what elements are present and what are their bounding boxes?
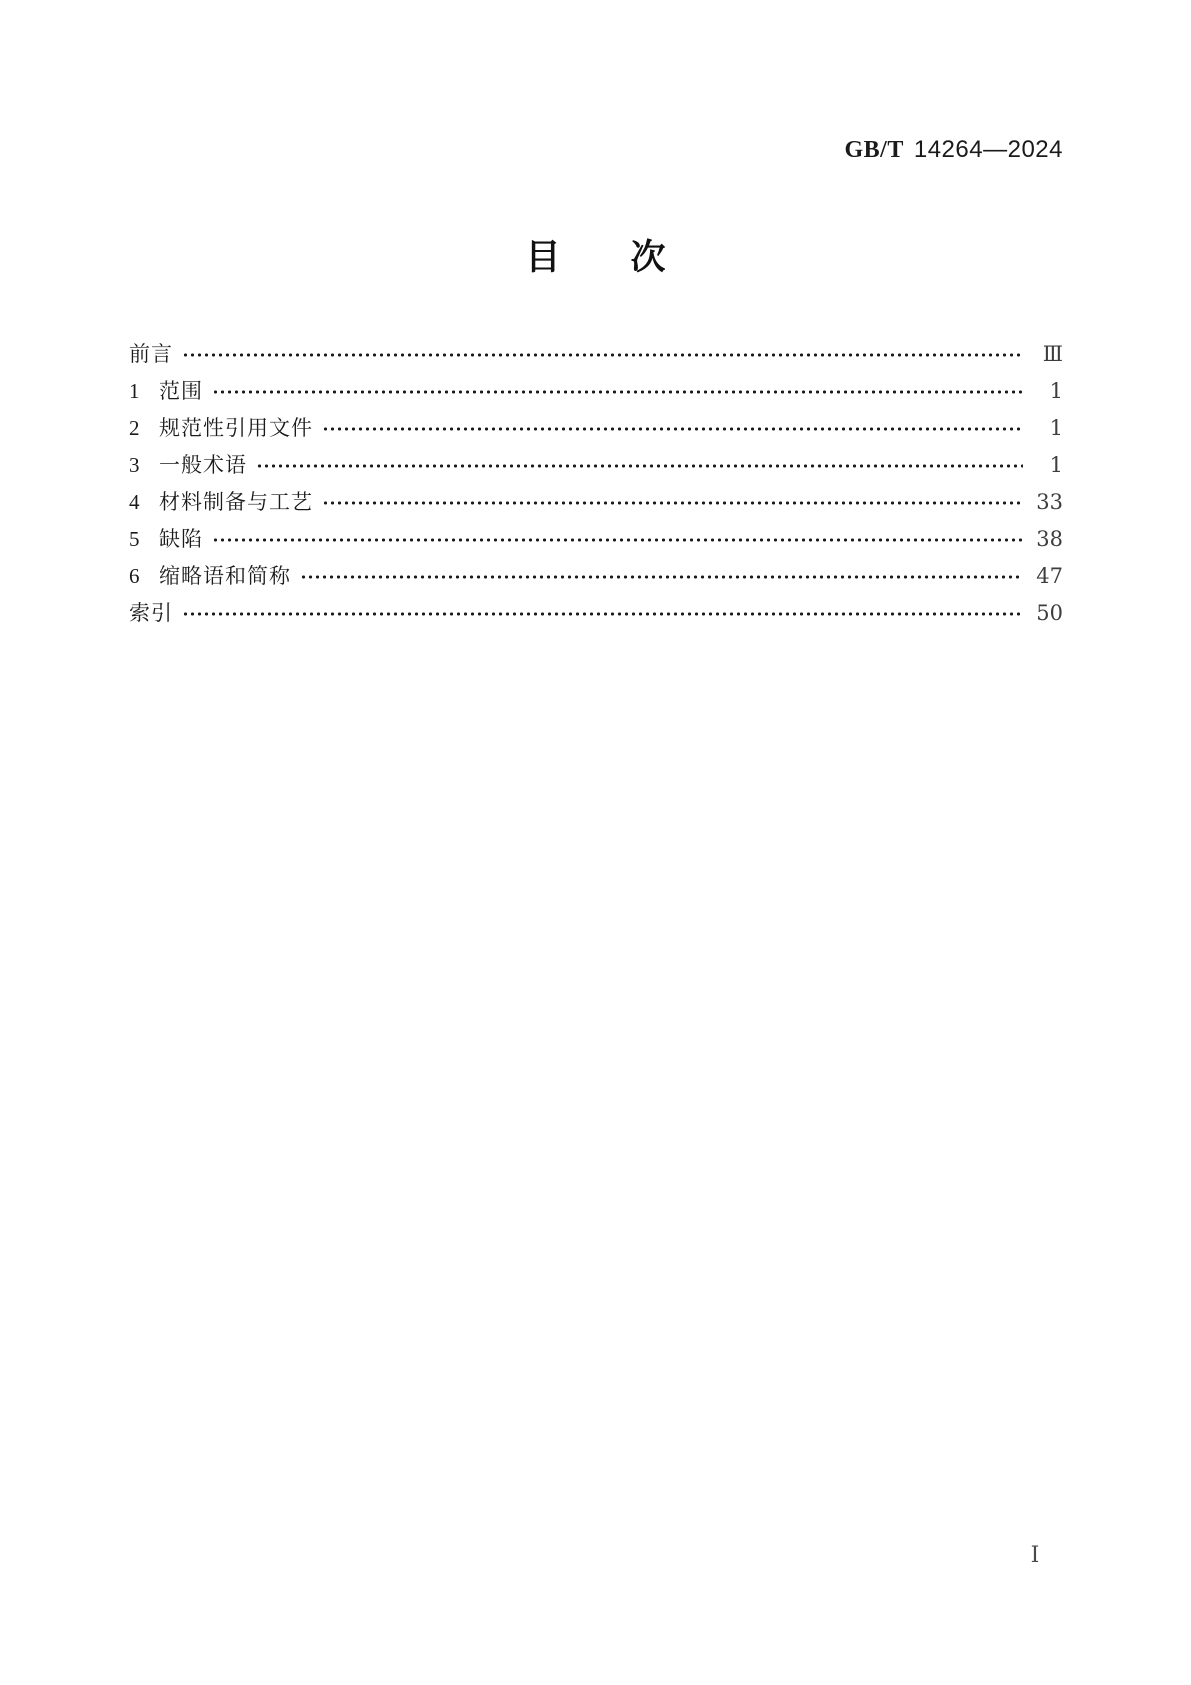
toc-entry-number: 4 [129, 490, 140, 514]
standard-code-prefix: GB/T [844, 137, 904, 163]
toc-entry-page: 50 [1036, 601, 1063, 625]
toc-entry-page: 47 [1036, 564, 1063, 588]
toc-entry-number: 5 [129, 527, 140, 551]
toc-entry-page: 33 [1036, 490, 1063, 514]
toc-entry-page: 1 [1049, 416, 1063, 440]
toc-entry-title: 材料制备与工艺 [159, 490, 313, 514]
table-of-contents [129, 336, 1063, 632]
toc-leader-dots [322, 417, 1023, 441]
toc-entry [129, 373, 1063, 410]
toc-leader-dots [322, 491, 1023, 515]
toc-entry-number: 6 [129, 564, 140, 588]
toc-entry [129, 484, 1063, 521]
toc-leader-dots [212, 528, 1023, 552]
toc-entry [129, 447, 1063, 484]
toc-entry [129, 558, 1063, 595]
standard-code-number: 14264—2024 [913, 136, 1063, 163]
toc-entry-page: Ⅲ [1042, 342, 1063, 366]
standard-code [845, 136, 1064, 164]
page-title: 目 次 [525, 238, 666, 277]
toc-entry-title: 缩略语和简称 [159, 564, 291, 588]
toc-entry-title: 一般术语 [159, 453, 247, 477]
toc-entry-title: 索引 [129, 601, 173, 625]
toc-leader-dots [256, 454, 1023, 478]
toc-entry-title: 缺陷 [159, 527, 203, 551]
toc-entry-number: 3 [129, 453, 140, 477]
toc-entry [129, 595, 1063, 632]
toc-entry-title: 规范性引用文件 [159, 416, 313, 440]
toc-entry-title: 前言 [129, 342, 173, 366]
toc-entry [129, 336, 1063, 373]
toc-leader-dots [182, 602, 1023, 626]
toc-entry-number: 2 [129, 416, 140, 440]
toc-entry-page: 1 [1049, 379, 1063, 403]
toc-leader-dots [212, 380, 1023, 404]
toc-entry [129, 521, 1063, 558]
toc-entry-page: 38 [1036, 527, 1063, 551]
toc-leader-dots [300, 565, 1023, 589]
toc-leader-dots [182, 343, 1023, 367]
toc-entry-page: 1 [1049, 453, 1063, 477]
toc-entry-title: 范围 [159, 379, 203, 403]
toc-entry [129, 410, 1063, 447]
toc-entry-number: 1 [129, 379, 140, 403]
footer-page-number: Ⅰ [1030, 1543, 1040, 1568]
